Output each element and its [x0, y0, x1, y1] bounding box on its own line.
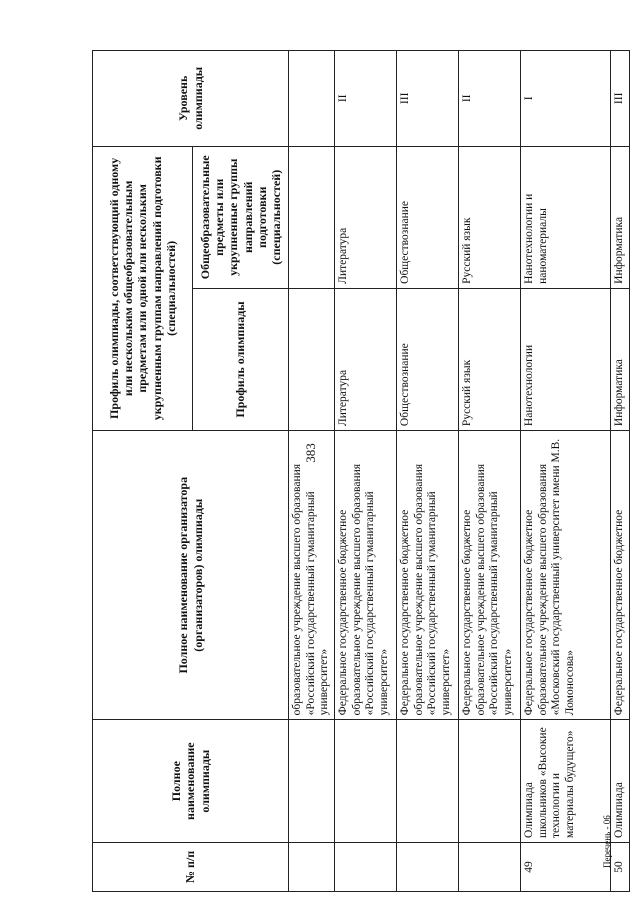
header-profile: Профиль олимпиады: [193, 288, 289, 430]
cell-profile: Нанотехнологии: [521, 288, 611, 430]
cell-name: [335, 720, 397, 843]
cell-org: образовательное учреждение высшего образования «Российский государственный гуманитарный университет»: [289, 431, 335, 720]
cell-subjects: Русский язык: [459, 146, 521, 288]
cell-org: Федеральное государственное бюджетное образовательное учреждение высшего образования «Московский государственный университет имени М.В. Ломоносова»: [521, 431, 611, 720]
cell-level: III: [611, 51, 630, 147]
header-name: Полное наименование олимпиады: [93, 720, 289, 843]
page-number: 383: [303, 443, 318, 463]
cell-subjects: [289, 146, 335, 288]
table-row: [397, 51, 459, 892]
cell-profile: Литература: [335, 288, 397, 430]
cell-profile: Обществознание: [397, 288, 459, 430]
header-profile-group: Профиль олимпиады, соответствующий одному или нескольким общеобразовательным предметам или одной или нескольким укрупненным группам направлений подготовки (специальностей): [93, 146, 193, 430]
rotated-table-container: [92, 50, 624, 892]
table-row: [335, 51, 397, 892]
header-org: Полное наименование организатора (организаторов) олимпиады: [93, 431, 289, 720]
cell-subjects: Нанотехнологии и наноматериалы: [521, 146, 611, 288]
cell-num: [397, 842, 459, 891]
header-num: № п/п: [93, 842, 289, 891]
cell-level: II: [459, 51, 521, 147]
header-level: Уровень олимпиады: [93, 51, 289, 147]
cell-num: [459, 842, 521, 891]
cell-subjects: Информатика: [611, 146, 630, 288]
cell-level: III: [397, 51, 459, 147]
cell-name: Олимпиада школьников «Высокие технологии и материалы будущего»: [521, 720, 611, 843]
cell-org: Федеральное государственное бюджетное образовательное учреждение высшего образования «Российский государственный гуманитарный университет»: [397, 431, 459, 720]
cell-name: [459, 720, 521, 843]
cell-num: [335, 842, 397, 891]
table-row: [611, 51, 630, 892]
cell-num: [289, 842, 335, 891]
table-row: [521, 51, 611, 892]
cell-num: 50: [611, 842, 630, 891]
cell-org: Федеральное государственное бюджетное образовательное учреждение высшего образования «Российский государственный гуманитарный университет»: [459, 431, 521, 720]
cell-level: I: [521, 51, 611, 147]
cell-num: 49: [521, 842, 611, 891]
table-row: [459, 51, 521, 892]
olympiad-table: [92, 50, 630, 892]
cell-name: [289, 720, 335, 843]
cell-org: Федеральное государственное бюджетное: [611, 431, 630, 720]
cell-profile: Русский язык: [459, 288, 521, 430]
cell-subjects: Обществознание: [397, 146, 459, 288]
header-subjects: Общеобразовательные предметы или укрупненные группы направлений подготовки (специальностей): [193, 146, 289, 288]
cell-name: [397, 720, 459, 843]
cell-level: [289, 51, 335, 147]
cell-name: Олимпиада: [611, 720, 630, 843]
table-row: [289, 51, 335, 892]
footer-note: Перечень - 06: [602, 815, 612, 868]
cell-org: Федеральное государственное бюджетное образовательное учреждение высшего образования «Российский государственный гуманитарный университет»: [335, 431, 397, 720]
cell-profile: Информатика: [611, 288, 630, 430]
cell-level: II: [335, 51, 397, 147]
cell-profile: [289, 288, 335, 430]
cell-subjects: Литература: [335, 146, 397, 288]
